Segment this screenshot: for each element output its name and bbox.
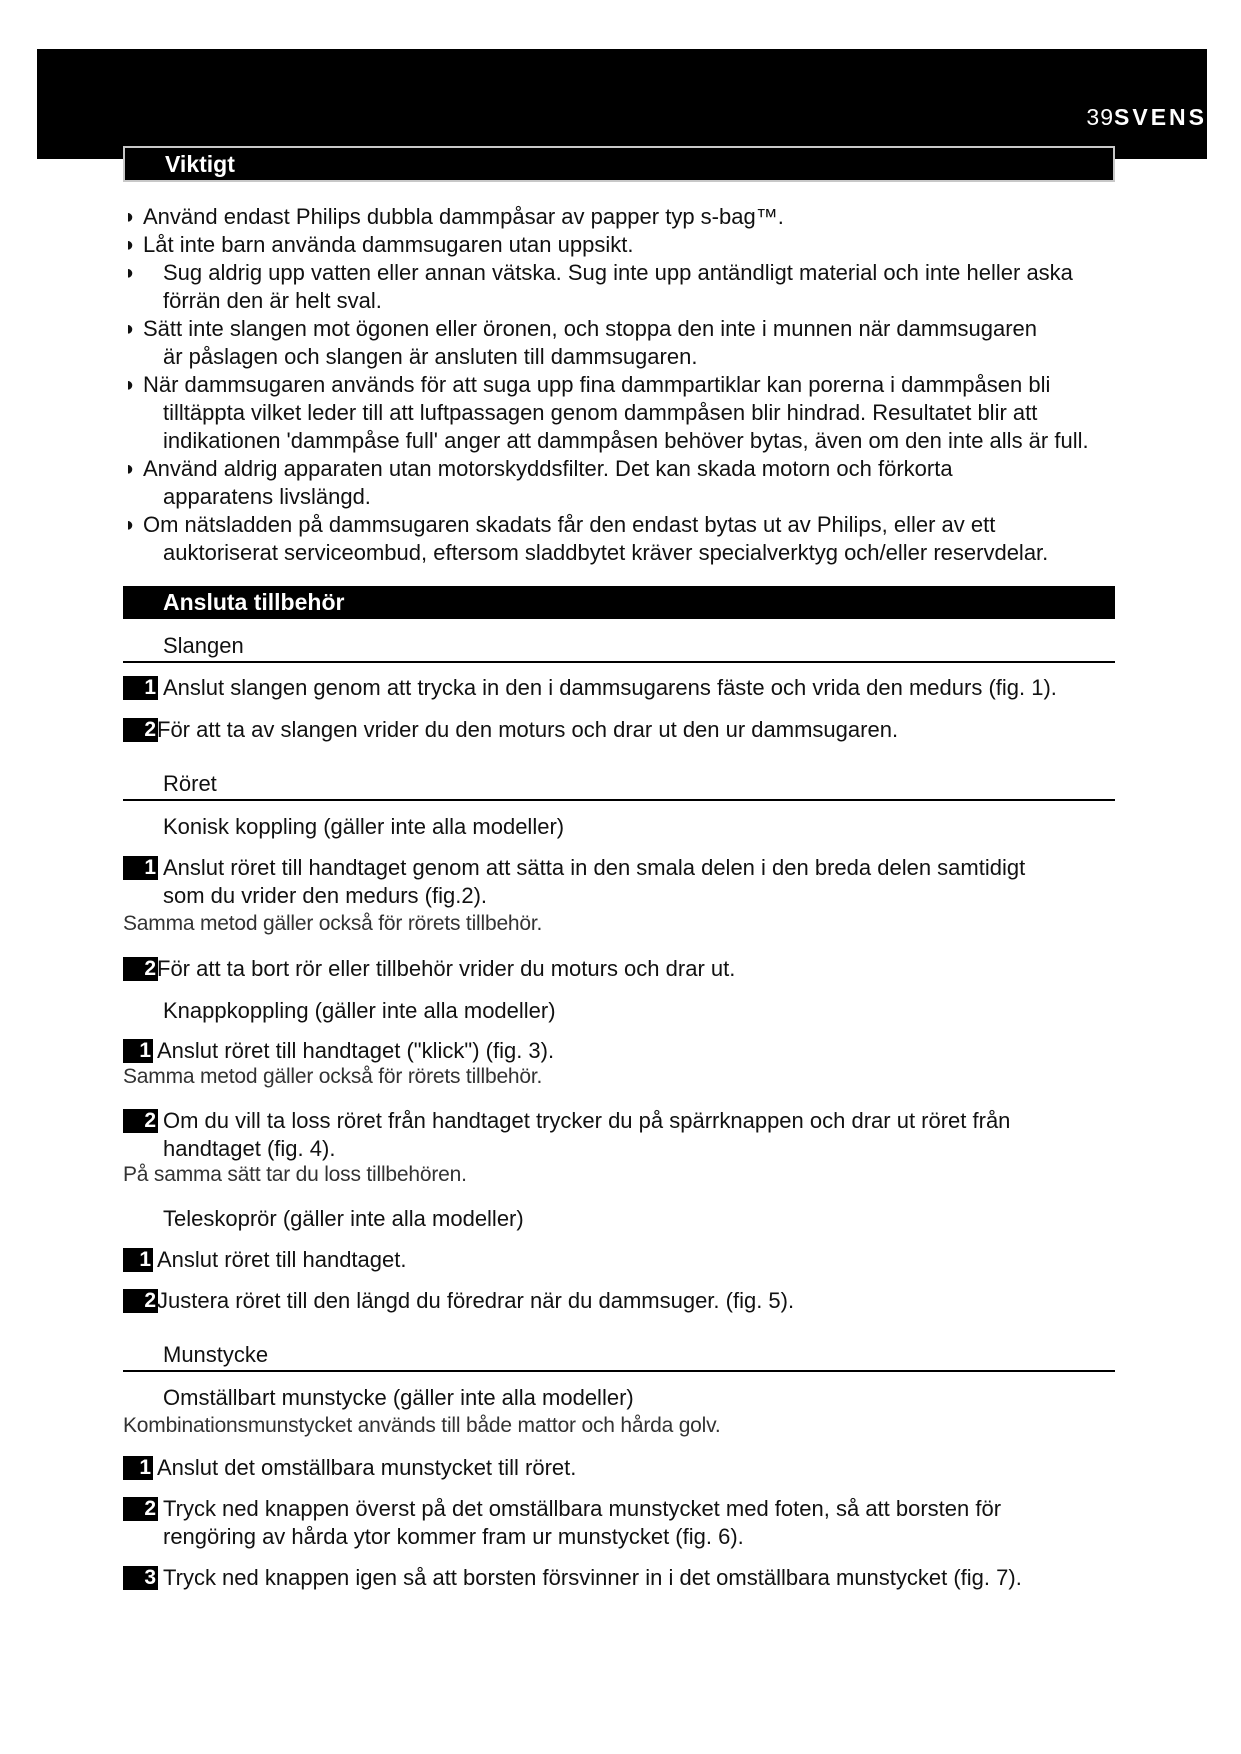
bullet-text: auktoriserat serviceombud, eftersom sladdbytet kräver specialverktyg och/eller reservdelar. (163, 540, 1049, 565)
bullet-text: är påslagen och slangen är ansluten till dammsugaren. (163, 344, 698, 369)
divider (123, 1370, 1115, 1372)
bullet-icon: ◗ (124, 234, 137, 256)
step-text: Anslut slangen genom att trycka in den i dammsugarens fäste och vrida den medurs (fig. 1). (163, 675, 1057, 700)
bullet-text: Om nätsladden på dammsugaren skadats får den endast bytas ut av Philips, eller av ett (143, 512, 996, 537)
step-text: Om du vill ta loss röret från handtaget trycker du på spärrknappen och drar ut röret från (163, 1108, 1011, 1133)
step-number: 1 (123, 1456, 153, 1480)
bullet-icon: ◗ (124, 458, 137, 480)
bullet-icon: ◗ (124, 318, 137, 340)
note-text: På samma sätt tar du loss tillbehören. (123, 1163, 467, 1186)
step-text: För att ta bort rör eller tillbehör vrider du moturs och drar ut. (157, 956, 736, 981)
bullet-icon: ◗ (124, 262, 137, 284)
step-text: som du vrider den medurs (fig.2). (163, 883, 488, 908)
section-title: Ansluta tillbehör (163, 589, 345, 615)
bullet-icon: ◗ (124, 514, 137, 536)
note-text: Kombinationsmunstycket används till både mattor och hårda golv. (123, 1414, 721, 1437)
section-header-important (123, 146, 1115, 182)
subheading-hose: Slangen (163, 633, 244, 658)
step-text: Tryck ned knappen överst på det omställbara munstycket med foten, så att borsten för (163, 1496, 1002, 1521)
bullet-text: Låt inte barn använda dammsugaren utan uppsikt. (143, 232, 634, 257)
step-number: 2 (123, 1497, 158, 1521)
step-text: Anslut det omställbara munstycket till röret. (157, 1455, 577, 1480)
subheading-tube: Röret (163, 771, 217, 796)
bullet-text: apparatens livslängd. (163, 484, 371, 509)
step-text: Anslut röret till handtaget genom att sätta in den smala delen i den breda delen samtidigt (163, 855, 1026, 880)
header-bar (37, 49, 1207, 159)
step-number: 1 (123, 1039, 153, 1063)
bullet-text: Sug aldrig upp vatten eller annan vätska. Sug inte upp antändligt material och inte heller aska (163, 260, 1073, 285)
step-text: handtaget (fig. 4). (163, 1136, 336, 1161)
step-text: rengöring av hårda ytor kommer fram ur munstycket (fig. 6). (163, 1524, 744, 1549)
subheading-nozzle: Munstycke (163, 1342, 269, 1367)
bullet-text: När dammsugaren används för att suga upp fina dammpartiklar kan porerna i dammpåsen bli (143, 372, 1051, 397)
step-number: 2 (123, 1109, 158, 1133)
subheading-conical: Konisk koppling (gäller inte alla modeller) (163, 814, 565, 839)
note-text: Samma metod gäller också för rörets tillbehör. (123, 1065, 543, 1088)
bullet-icon: ◗ (124, 374, 137, 396)
step-number: 1 (123, 856, 158, 880)
bullet-text: indikationen 'dammpåse full' anger att dammpåsen behöver bytas, även om den inte alls är full. (163, 428, 1089, 453)
step-number: 1 (123, 676, 158, 700)
section-header-accessories (123, 586, 1115, 619)
step-number: 2 (123, 957, 158, 981)
divider (123, 799, 1115, 801)
subheading-telescopic: Teleskoprör (gäller inte alla modeller) (163, 1206, 524, 1231)
step-text: Tryck ned knappen igen så att borsten försvinner in i det omställbara munstycket (fig. 7). (163, 1565, 1022, 1590)
step-number: 1 (123, 1248, 153, 1272)
bullet-text: Använd aldrig apparaten utan motorskyddsfilter. Det kan skada motorn och förkorta (143, 456, 953, 481)
bullet-text: tilltäppta vilket leder till att luftpassagen genom dammpåsen blir hindrad. Resultatet blir att (163, 400, 1038, 425)
step-number: 2 (123, 1289, 158, 1313)
step-text: För att ta av slangen vrider du den moturs och drar ut den ur dammsugaren. (157, 717, 899, 742)
step-number: 3 (123, 1566, 158, 1590)
step-text: Justera röret till den längd du föredrar när du dammsuger. (fig. 5). (157, 1288, 795, 1313)
bullet-text: förrän den är helt sval. (163, 288, 382, 313)
bullet-text: Sätt inte slangen mot ögonen eller öronen, och stoppa den inte i munnen när dammsugaren (143, 316, 1038, 341)
bullet-icon: ◗ (124, 206, 137, 228)
subheading-button-coupling: Knappkoppling (gäller inte alla modeller) (163, 998, 556, 1023)
step-text: Anslut röret till handtaget. (157, 1247, 407, 1272)
section-title: Viktigt (165, 151, 235, 177)
divider (123, 661, 1115, 663)
page-number-label (1086, 104, 1207, 131)
page-number: 39 (1086, 104, 1115, 130)
subheading-adjustable-nozzle: Omställbart munstycke (gäller inte alla modeller) (163, 1385, 634, 1410)
language-label: SVENS (1114, 104, 1207, 130)
step-number: 2 (123, 718, 158, 742)
note-text: Samma metod gäller också för rörets tillbehör. (123, 912, 543, 935)
step-text: Anslut röret till handtaget ("klick") (fig. 3). (157, 1038, 555, 1063)
bullet-text: Använd endast Philips dubbla dammpåsar av papper typ s-bag™. (143, 204, 784, 229)
